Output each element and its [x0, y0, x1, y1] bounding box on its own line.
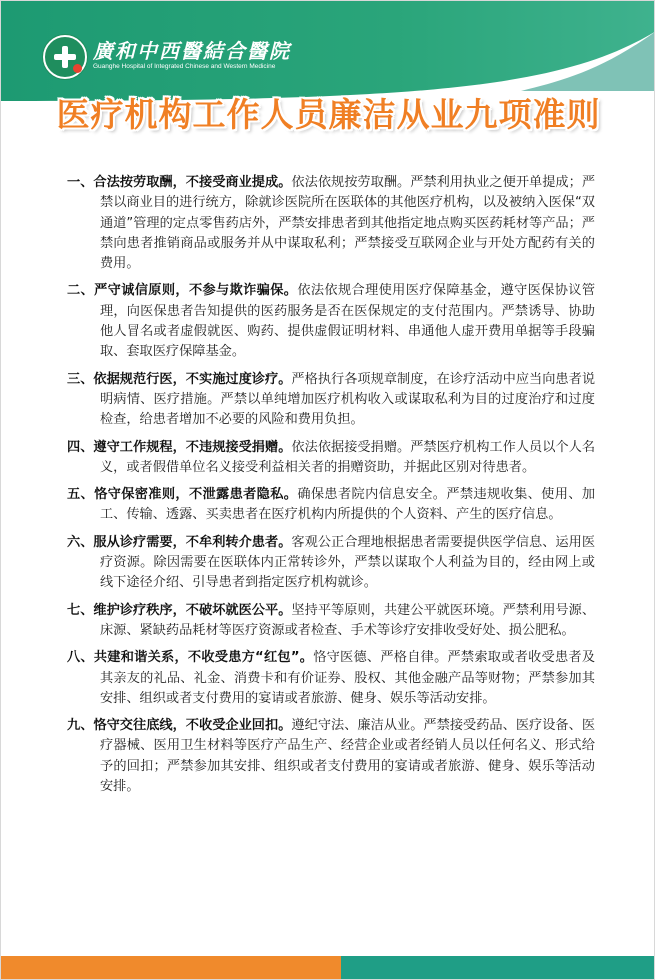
medical-cross-icon	[54, 46, 76, 68]
rule-text: 恪守医德、严格自律。严禁索取或者收受患者及其亲友的礼品、礼金、消费卡和有价证券、股权、其他金融产品等财物；严禁参加其安排、组织或者支付费用的宴请或者旅游、健身、娱乐等活动安排。	[100, 650, 596, 706]
rule-heading: 依据规范行医，不实施过度诊疗。	[93, 371, 292, 387]
rule-number: 四、	[67, 439, 94, 455]
rule-text: 客观公正合理地根据患者需要提供医学信息、运用医疗资源。除因需要在医联体内正常转诊外，严禁以谋取个人利益为目的，经由网上或线下途径介绍、引导患者到指定医疗机构就诊。	[100, 534, 596, 591]
hospital-logo	[43, 35, 87, 79]
hospital-name-cn: 廣和中西醫結合醫院	[93, 39, 291, 63]
rule-text: 依法依据接受捐赠。严禁医疗机构工作人员以个人名义，或者假借单位名义接受利益相关者的捐赠资助，并据此区别对待患者。	[100, 439, 596, 475]
rule-number: 五、	[67, 487, 95, 503]
rule-item	[67, 716, 595, 797]
rule-text: 严格执行各项规章制度，在诊疗活动中应当向患者说明病情、医疗措施。严禁以单纯增加医疗机构收入或谋取私利为目的过度治疗和过度检查，给患者增加不必要的风险和费用负担。	[100, 371, 596, 428]
rule-heading: 遵守工作规程，不违规接受捐赠。	[93, 439, 292, 455]
hospital-name-en: Guanghe Hospital of Integrated Chinese and Western Medicine	[93, 63, 276, 70]
rule-heading: 共建和谐关系，不收受患方“红包”。	[93, 650, 314, 666]
rule-heading: 服从诊疗需要，不牟利转介患者。	[93, 534, 292, 550]
rule-item	[67, 438, 595, 479]
rule-text: 遵纪守法、廉洁从业。严禁接受药品、医疗设备、医疗器械、医用卫生材料等医疗产品生产、经营企业或者经销人员以任何名义、形式给予的回扣；严禁参加其安排、组织或者支付费用的宴请或者旅游、健身、娱乐等活动安排。	[100, 718, 596, 795]
rule-text: 依法依规合理使用医疗保障基金，遵守医保协议管理，向医保患者告知提供的医药服务是否在医保规定的支付范围内。严禁诱导、协助他人冒名或者虚假就医、购药、提供虚假证明材料、串通他人虚开费用单据等手段骗取、套取医疗保障基金。	[100, 283, 596, 360]
rule-number: 二、	[67, 283, 95, 299]
rule-text: 确保患者院内信息安全。严禁违规收集、使用、加工、传输、透露、买卖患者在医疗机构内所提供的个人资料、产生的医疗信息。	[100, 487, 596, 523]
rule-number: 八、	[67, 650, 94, 666]
footer-bar-orange	[1, 956, 341, 980]
rule-number: 六、	[67, 534, 94, 550]
rule-heading: 维护诊疗秩序，不破坏就医公平。	[93, 602, 292, 618]
logo-dot	[73, 64, 82, 73]
rule-heading: 严守诚信原则，不参与欺诈骗保。	[94, 283, 298, 299]
rule-item	[67, 370, 595, 431]
rule-text: 依法依规按劳取酬。严禁利用执业之便开单提成；严禁以商业目的进行统方，除就诊医院所在医联体的其他医疗机构，以及被纳入医保“双通道”管理的定点零售药店外，严禁安排患者到其他指定地点购买医药耗材等产品；严禁向患者推销商品或服务并从中谋取私利；严禁接受互联网企业与开处方配药有关的费用。	[100, 175, 596, 272]
rule-item	[67, 173, 595, 274]
rule-heading: 恪守交往底线，不收受企业回扣。	[93, 718, 292, 734]
rule-heading: 恪守保密准则，不泄露患者隐私。	[94, 487, 298, 503]
rule-item	[67, 648, 595, 709]
rule-item	[67, 281, 595, 362]
rule-number: 一、	[67, 175, 94, 190]
rule-number: 三、	[67, 371, 94, 387]
rule-text: 坚持平等原则，共建公平就医环境。严禁利用号源、床源、紧缺药品耗材等医疗资源或者检查、手术等诊疗安排收受好处、损公肥私。	[100, 602, 596, 638]
rule-heading: 合法按劳取酬，不接受商业提成。	[93, 175, 292, 190]
poster-title: 医疗机构工作人员廉洁从业九项准则	[56, 95, 601, 134]
footer-bar-teal	[341, 956, 655, 980]
rule-number: 七、	[67, 602, 94, 618]
rule-item	[67, 485, 595, 526]
rule-number: 九、	[67, 718, 94, 734]
rule-item	[67, 533, 595, 594]
rules-list	[67, 173, 595, 804]
rule-item	[67, 601, 595, 642]
